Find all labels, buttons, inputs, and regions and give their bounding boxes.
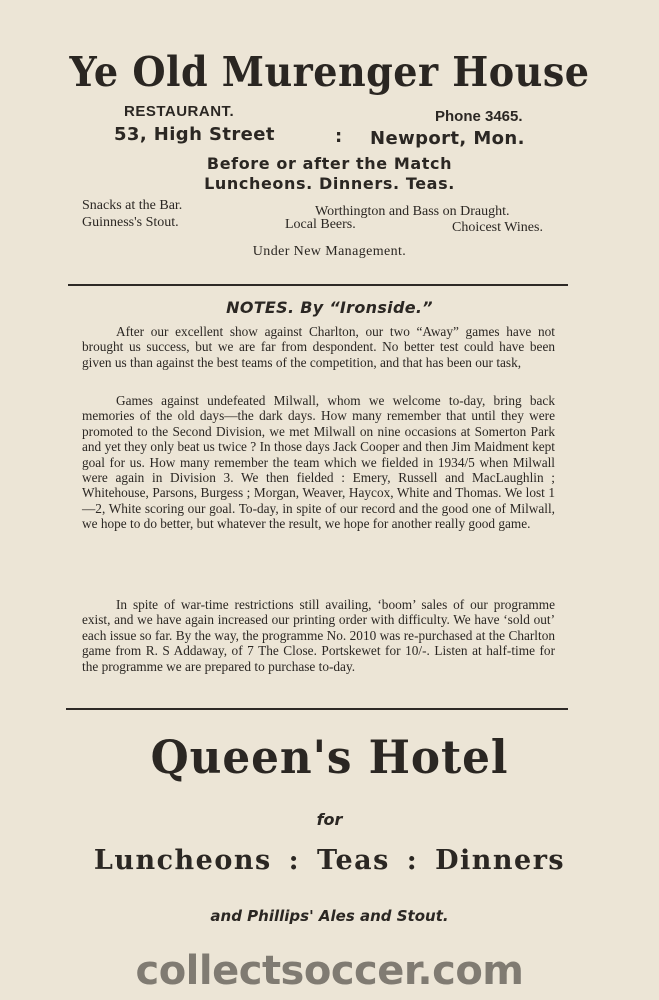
hotel-for: for <box>316 810 343 829</box>
offer-snacks: Snacks at the Bar. <box>82 198 183 213</box>
divider-bottom <box>66 708 568 710</box>
notes-paragraph-3 <box>82 597 555 674</box>
site-watermark: collectsoccer.com <box>135 948 524 994</box>
hotel-name: Queen's Hotel <box>150 730 509 784</box>
notes-paragraph-2-text: Games against undefeated Milwall, whom we welcome to-day, bring back memories of the old days—the dark days. How many remember that until they were promoted to the Second Division, we met Milwall on nine occasions at Somerton Park and yet they only beat us twice ? In those days Jack Cooper and then Jim Maidment kept goal for us. How many remember the team which we fielded in 1934/5 when Milwall were again in Division 3. We then fielded : Emery, Russell and MacLaughlin ; Whitehouse, Parsons, Burgess ; Morgan, Weaver, Haycox, White and Thomas. We lost 1—2, White scoring our goal. To-day, in spite of our record and the good one of Milwall, we hope to do better, but whatever the result, we hope for another really good game. <box>82 393 555 532</box>
notes-paragraph-3-text: In spite of war-time restrictions still availing, ‘boom’ sales of our programme exist, and we have again increased our printing order with difficulty. We have ‘sold out’ each issue so far. By the way, the programme No. 2010 was re-purchased at the Charlton game from R. S Addaway, of 7 The Close. Portskewet for 10/-. Listen at half-time for the programme we are prepared to purchase to-day. <box>82 597 555 674</box>
meals-tagline: Luncheons. Dinners. Teas. <box>204 174 455 193</box>
notes-paragraph-1 <box>82 324 555 370</box>
address-separator: : <box>335 126 343 147</box>
offer-draught: Worthington and Bass on Draught. <box>315 204 510 219</box>
management-note: Under New Management. <box>252 244 407 259</box>
restaurant-title: Ye Old Murenger House <box>69 48 590 96</box>
street-address: 53, High Street <box>114 124 275 145</box>
divider-top <box>68 284 568 286</box>
offer-stout: Guinness's Stout. <box>82 215 179 230</box>
notes-paragraph-1-text: After our excellent show against Charlton, our two “Away” games have not brought us success, but we are far from despondent. No better test could have been given us than against the best teams of the competition, and that has been our task, <box>82 324 555 370</box>
offer-wines: Choicest Wines. <box>452 220 543 235</box>
hotel-ales: and Phillips' Ales and Stout. <box>210 907 449 925</box>
offer-beers: Local Beers. <box>285 217 356 232</box>
town-name: Newport, Mon. <box>370 128 525 149</box>
notes-heading: NOTES. By “Ironside.” <box>226 298 433 317</box>
restaurant-label: RESTAURANT. <box>124 103 235 120</box>
phone-number: Phone 3465. <box>435 108 523 125</box>
match-tagline: Before or after the Match <box>206 154 453 173</box>
notes-paragraph-2 <box>82 393 555 532</box>
hotel-meals: Luncheons : Teas : Dinners <box>93 845 566 876</box>
